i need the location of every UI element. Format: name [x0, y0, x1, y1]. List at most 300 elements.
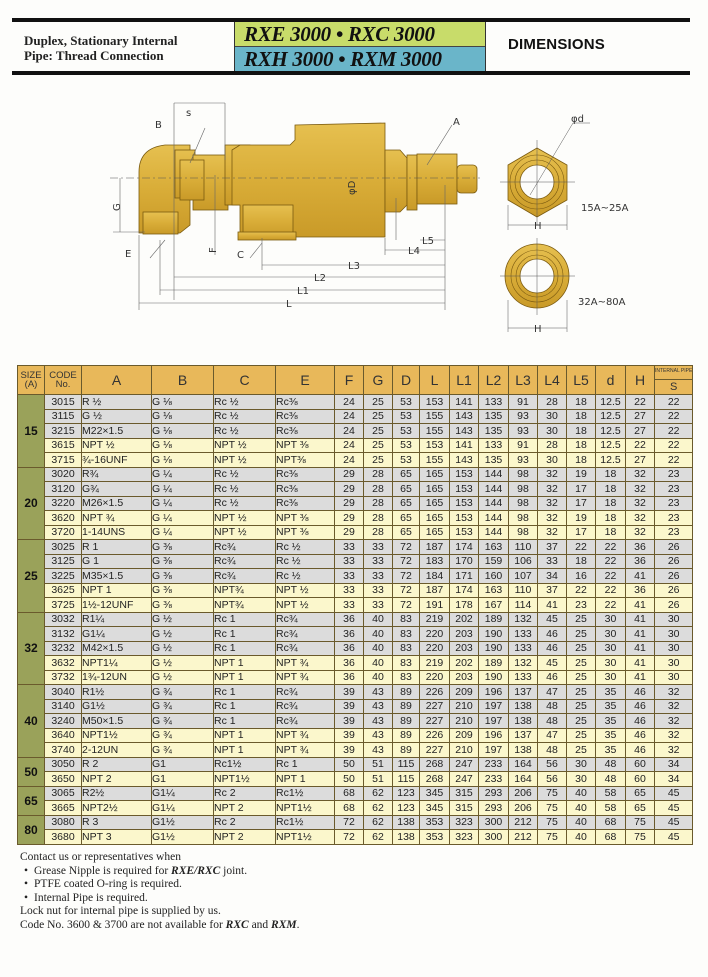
value-cell: 62: [364, 786, 393, 801]
value-cell: 212: [509, 815, 538, 830]
label-G: G: [112, 203, 123, 211]
value-cell: 32: [655, 728, 693, 743]
value-cell: 29: [335, 511, 364, 526]
code-cell: 3115: [45, 409, 82, 424]
value-cell: 160: [479, 569, 509, 584]
value-cell: R 2: [82, 757, 152, 772]
table-row: [18, 641, 693, 656]
value-cell: 18: [567, 409, 596, 424]
value-cell: 53: [393, 395, 420, 410]
value-cell: R 3: [82, 815, 152, 830]
value-cell: 143: [450, 409, 479, 424]
value-cell: NPT 2: [214, 830, 276, 845]
value-cell: 46: [538, 627, 567, 642]
value-cell: R 1: [82, 540, 152, 555]
value-cell: 33: [538, 554, 567, 569]
value-cell: 83: [393, 612, 420, 627]
value-cell: 190: [479, 627, 509, 642]
value-cell: G ⅜: [152, 598, 214, 613]
header-L3: L3: [509, 366, 538, 395]
value-cell: 22: [655, 453, 693, 468]
value-cell: 190: [479, 670, 509, 685]
value-cell: 219: [420, 612, 450, 627]
code-cell: 3120: [45, 482, 82, 497]
table-row: [18, 627, 693, 642]
header-H: H: [626, 366, 655, 395]
body-housing: [232, 123, 385, 240]
value-cell: 32: [626, 525, 655, 540]
value-cell: G ¼: [152, 511, 214, 526]
value-cell: NPT ⅜: [276, 438, 335, 453]
joint-drawing: [0, 80, 708, 360]
value-cell: 18: [567, 424, 596, 439]
value-cell: 33: [335, 583, 364, 598]
value-cell: 197: [479, 699, 509, 714]
value-cell: 17: [567, 482, 596, 497]
value-cell: Rc ½: [214, 467, 276, 482]
value-cell: 25: [567, 728, 596, 743]
value-cell: 115: [393, 757, 420, 772]
value-cell: 18: [567, 395, 596, 410]
value-cell: 155: [420, 424, 450, 439]
code-cell: 3225: [45, 569, 82, 584]
value-cell: 46: [626, 743, 655, 758]
value-cell: 226: [420, 685, 450, 700]
table-row: [18, 482, 693, 497]
value-cell: 25: [364, 453, 393, 468]
value-cell: 75: [626, 830, 655, 845]
value-cell: 30: [596, 612, 626, 627]
value-cell: NPT 1: [214, 743, 276, 758]
value-cell: NPT ¾: [276, 670, 335, 685]
code-cell: 3632: [45, 656, 82, 671]
value-cell: 353: [420, 830, 450, 845]
table-row: [18, 395, 693, 410]
value-cell: 30: [655, 627, 693, 642]
value-cell: 24: [335, 409, 364, 424]
value-cell: 28: [538, 395, 567, 410]
table-row: [18, 511, 693, 526]
header-A: A: [82, 366, 152, 395]
value-cell: 190: [479, 641, 509, 656]
value-cell: 72: [393, 569, 420, 584]
value-cell: 60: [626, 772, 655, 787]
value-cell: Rc ½: [214, 409, 276, 424]
value-cell: 32: [626, 467, 655, 482]
value-cell: 178: [450, 598, 479, 613]
value-cell: NPT 1: [214, 728, 276, 743]
value-cell: 33: [364, 598, 393, 613]
value-cell: Rc ½: [214, 496, 276, 511]
value-cell: 353: [420, 815, 450, 830]
value-cell: 43: [364, 743, 393, 758]
value-cell: R ½: [82, 395, 152, 410]
value-cell: Rc ½: [214, 395, 276, 410]
code-cell: 3640: [45, 728, 82, 743]
value-cell: 26: [655, 554, 693, 569]
value-cell: 203: [450, 670, 479, 685]
value-cell: 58: [596, 801, 626, 816]
value-cell: 144: [479, 467, 509, 482]
value-cell: NPT ½: [214, 525, 276, 540]
table-row: [18, 757, 693, 772]
value-cell: 72: [393, 554, 420, 569]
value-cell: M35×1.5: [82, 569, 152, 584]
value-cell: 1-14UNS: [82, 525, 152, 540]
value-cell: 17: [567, 525, 596, 540]
value-cell: Rc⅜: [276, 482, 335, 497]
value-cell: G ⅛: [152, 409, 214, 424]
value-cell: 202: [450, 612, 479, 627]
value-cell: 93: [509, 409, 538, 424]
value-cell: 25: [567, 743, 596, 758]
value-cell: 133: [509, 627, 538, 642]
value-cell: 48: [538, 714, 567, 729]
value-cell: 43: [364, 685, 393, 700]
value-cell: 22: [655, 438, 693, 453]
value-cell: 29: [335, 482, 364, 497]
value-cell: 83: [393, 656, 420, 671]
value-cell: 22: [596, 540, 626, 555]
value-cell: Rc ½: [276, 540, 335, 555]
value-cell: Rc¾: [276, 714, 335, 729]
value-cell: 40: [364, 656, 393, 671]
value-cell: 22: [626, 395, 655, 410]
value-cell: G ¾: [152, 743, 214, 758]
value-cell: 206: [509, 786, 538, 801]
value-cell: 40: [364, 627, 393, 642]
value-cell: NPT ¾: [82, 511, 152, 526]
value-cell: Rc⅜: [276, 409, 335, 424]
value-cell: 153: [420, 395, 450, 410]
value-cell: 24: [335, 395, 364, 410]
value-cell: 75: [538, 786, 567, 801]
value-cell: 138: [509, 699, 538, 714]
size-cell: 80: [18, 815, 45, 844]
value-cell: 68: [335, 786, 364, 801]
label-F: F: [208, 247, 219, 253]
value-cell: 65: [393, 467, 420, 482]
table-header-row: [18, 366, 693, 395]
value-cell: 72: [335, 830, 364, 845]
value-cell: 22: [596, 583, 626, 598]
value-cell: 43: [364, 714, 393, 729]
table-row: [18, 670, 693, 685]
table-row: [18, 438, 693, 453]
label-C: C: [237, 250, 244, 261]
value-cell: 28: [364, 482, 393, 497]
value-cell: 62: [364, 815, 393, 830]
value-cell: 138: [393, 830, 420, 845]
value-cell: NPT1½: [276, 830, 335, 845]
table-row: [18, 830, 693, 845]
value-cell: 30: [538, 424, 567, 439]
value-cell: NPT ⅜: [276, 525, 335, 540]
value-cell: NPT ½: [276, 598, 335, 613]
value-cell: Rc 2: [214, 815, 276, 830]
header-L1: L1: [450, 366, 479, 395]
value-cell: 24: [335, 438, 364, 453]
value-cell: 46: [626, 685, 655, 700]
value-cell: 300: [479, 830, 509, 845]
value-cell: 75: [538, 830, 567, 845]
value-cell: 138: [509, 743, 538, 758]
header-code: [45, 366, 82, 395]
value-cell: 68: [335, 801, 364, 816]
label-A: A: [453, 117, 460, 128]
value-cell: 46: [538, 641, 567, 656]
value-cell: 247: [450, 757, 479, 772]
value-cell: G ¾: [152, 685, 214, 700]
label-range-round: 32A~80A: [578, 297, 626, 308]
value-cell: 37: [538, 540, 567, 555]
value-cell: 184: [420, 569, 450, 584]
value-cell: Rc 1: [276, 757, 335, 772]
value-cell: G1½: [82, 699, 152, 714]
value-cell: 22: [596, 569, 626, 584]
value-cell: 36: [335, 670, 364, 685]
value-cell: Rc1½: [214, 757, 276, 772]
value-cell: 98: [509, 467, 538, 482]
value-cell: Rc⅜: [276, 424, 335, 439]
value-cell: 30: [655, 612, 693, 627]
value-cell: 132: [509, 656, 538, 671]
label-B: B: [155, 120, 162, 131]
label-L3: L3: [348, 261, 360, 272]
value-cell: G ⅛: [152, 453, 214, 468]
value-cell: 98: [509, 496, 538, 511]
code-cell: 3125: [45, 554, 82, 569]
value-cell: 34: [655, 772, 693, 787]
code-cell: 3020: [45, 467, 82, 482]
value-cell: NPT¾: [214, 583, 276, 598]
value-cell: 153: [450, 525, 479, 540]
value-cell: 268: [420, 757, 450, 772]
header-L5: L5: [567, 366, 596, 395]
value-cell: G1¼: [152, 801, 214, 816]
table-row: [18, 554, 693, 569]
table-row: [18, 801, 693, 816]
value-cell: 23: [567, 598, 596, 613]
value-cell: 18: [567, 438, 596, 453]
value-cell: 98: [509, 525, 538, 540]
value-cell: 171: [450, 569, 479, 584]
value-cell: 153: [450, 511, 479, 526]
value-cell: 39: [335, 685, 364, 700]
value-cell: 220: [420, 641, 450, 656]
value-cell: 23: [655, 511, 693, 526]
value-cell: 144: [479, 496, 509, 511]
value-cell: 209: [450, 685, 479, 700]
value-cell: 106: [509, 554, 538, 569]
code-cell: 3725: [45, 598, 82, 613]
value-cell: 187: [420, 540, 450, 555]
note-bullet-2: • PTFE coated O-ring is required.: [20, 878, 300, 892]
value-cell: 25: [364, 424, 393, 439]
value-cell: G ¾: [152, 728, 214, 743]
value-cell: 30: [567, 772, 596, 787]
value-cell: 18: [596, 482, 626, 497]
value-cell: 25: [364, 395, 393, 410]
value-cell: 65: [393, 496, 420, 511]
note-bullet-1-em: RXE/RXC: [171, 864, 221, 877]
header-code-line-1: CODE: [49, 370, 77, 381]
value-cell: 22: [567, 583, 596, 598]
value-cell: 47: [538, 728, 567, 743]
value-cell: Rc¾: [276, 699, 335, 714]
code-cell: 3220: [45, 496, 82, 511]
table-row: [18, 612, 693, 627]
value-cell: 32: [538, 482, 567, 497]
value-cell: 41: [538, 598, 567, 613]
value-cell: 35: [596, 685, 626, 700]
table-row: [18, 569, 693, 584]
value-cell: 83: [393, 670, 420, 685]
value-cell: 143: [450, 424, 479, 439]
table-row: [18, 583, 693, 598]
value-cell: 293: [479, 786, 509, 801]
value-cell: 32: [655, 714, 693, 729]
note-line-5: [20, 919, 300, 933]
note-bullet-3: • Internal Pipe is required.: [20, 892, 300, 906]
value-cell: NPT1½: [214, 772, 276, 787]
value-cell: 18: [596, 467, 626, 482]
value-cell: 65: [393, 482, 420, 497]
value-cell: 32: [626, 496, 655, 511]
value-cell: 167: [479, 598, 509, 613]
value-cell: NPT ½: [214, 438, 276, 453]
code-cell: 3015: [45, 395, 82, 410]
table-row: [18, 540, 693, 555]
value-cell: 155: [420, 409, 450, 424]
value-cell: 174: [450, 583, 479, 598]
table-row: [18, 699, 693, 714]
value-cell: 210: [450, 699, 479, 714]
value-cell: 133: [509, 641, 538, 656]
value-cell: 30: [596, 627, 626, 642]
size-cell: 25: [18, 540, 45, 613]
table-row: [18, 714, 693, 729]
value-cell: 206: [509, 801, 538, 816]
value-cell: 32: [655, 743, 693, 758]
value-cell: NPT1½: [82, 728, 152, 743]
value-cell: 153: [420, 438, 450, 453]
pipe-end: [385, 150, 477, 212]
code-cell: 3040: [45, 685, 82, 700]
value-cell: 30: [596, 670, 626, 685]
value-cell: 293: [479, 801, 509, 816]
value-cell: 41: [626, 569, 655, 584]
value-cell: 72: [393, 598, 420, 613]
value-cell: Rc1½: [276, 786, 335, 801]
value-cell: NPT ⅜: [276, 511, 335, 526]
value-cell: NPT ½: [276, 583, 335, 598]
value-cell: NPT¾: [214, 598, 276, 613]
header-d: d: [596, 366, 626, 395]
value-cell: 227: [420, 714, 450, 729]
value-cell: 30: [596, 656, 626, 671]
value-cell: G ¾: [152, 714, 214, 729]
label-D: φD: [347, 180, 358, 195]
value-cell: 56: [538, 757, 567, 772]
value-cell: Rc 2: [214, 786, 276, 801]
value-cell: 45: [655, 786, 693, 801]
value-cell: Rc 1: [214, 714, 276, 729]
header-L2: L2: [479, 366, 509, 395]
value-cell: 26: [655, 569, 693, 584]
value-cell: 30: [655, 641, 693, 656]
value-cell: NPT 1: [82, 583, 152, 598]
value-cell: 40: [364, 612, 393, 627]
value-cell: NPT 1: [214, 656, 276, 671]
label-L4: L4: [408, 246, 420, 257]
value-cell: 22: [655, 424, 693, 439]
value-cell: 46: [626, 728, 655, 743]
value-cell: 48: [596, 772, 626, 787]
value-cell: 41: [626, 670, 655, 685]
value-cell: 35: [596, 728, 626, 743]
value-cell: 203: [450, 627, 479, 642]
value-cell: Rc⅜: [276, 467, 335, 482]
value-cell: 22: [655, 395, 693, 410]
value-cell: 45: [538, 612, 567, 627]
value-cell: Rc 1: [214, 641, 276, 656]
value-cell: 83: [393, 641, 420, 656]
value-cell: 143: [450, 453, 479, 468]
value-cell: Rc ½: [214, 482, 276, 497]
value-cell: NPT ¾: [276, 743, 335, 758]
note-line-5-em2: RXM: [271, 918, 297, 931]
value-cell: 48: [596, 757, 626, 772]
value-cell: G ½: [152, 641, 214, 656]
value-cell: 144: [479, 511, 509, 526]
value-cell: 123: [393, 801, 420, 816]
value-cell: 33: [364, 554, 393, 569]
value-cell: 65: [626, 801, 655, 816]
value-cell: G ½: [152, 612, 214, 627]
dimension-diagram: [0, 80, 708, 360]
value-cell: G1: [152, 772, 214, 787]
value-cell: 25: [567, 641, 596, 656]
value-cell: G 1: [82, 554, 152, 569]
code-cell: 3615: [45, 438, 82, 453]
table-row: [18, 815, 693, 830]
value-cell: 159: [479, 554, 509, 569]
value-cell: 46: [538, 670, 567, 685]
code-cell: 3732: [45, 670, 82, 685]
value-cell: 18: [596, 511, 626, 526]
code-cell: 3665: [45, 801, 82, 816]
value-cell: 34: [655, 757, 693, 772]
value-cell: 34: [538, 569, 567, 584]
value-cell: 153: [450, 482, 479, 497]
value-cell: 135: [479, 453, 509, 468]
code-cell: 3132: [45, 627, 82, 642]
value-cell: 36: [626, 554, 655, 569]
value-cell: 35: [596, 714, 626, 729]
code-cell: 3140: [45, 699, 82, 714]
value-cell: 33: [364, 569, 393, 584]
round-end-view: [500, 238, 575, 332]
value-cell: 39: [335, 714, 364, 729]
label-E: E: [125, 249, 132, 260]
value-cell: 41: [626, 627, 655, 642]
value-cell: 41: [626, 641, 655, 656]
value-cell: 164: [509, 757, 538, 772]
header-L: L: [420, 366, 450, 395]
value-cell: 30: [538, 453, 567, 468]
value-cell: 30: [538, 409, 567, 424]
